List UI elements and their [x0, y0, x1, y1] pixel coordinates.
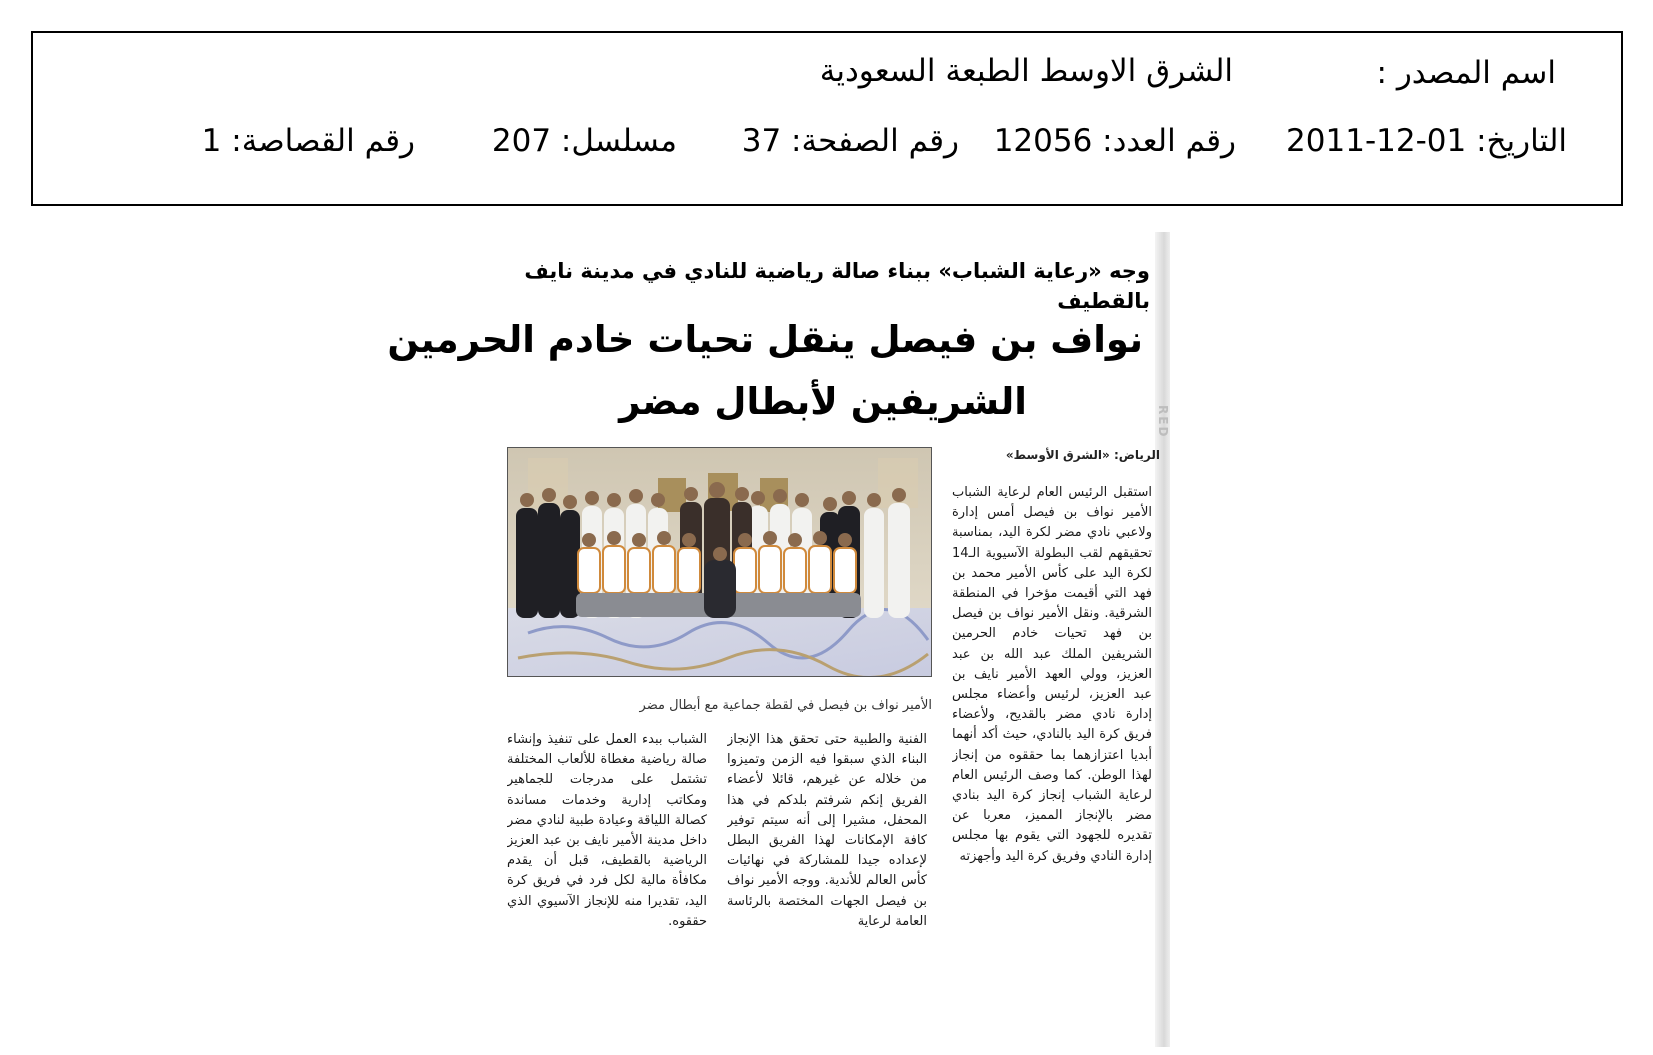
- article-kicker: وجه «رعاية الشباب» ببناء صالة رياضية للنادي في مدينة نايف بالقطيف: [524, 259, 1150, 313]
- page-number-field: رقم الصفحة: 37: [741, 123, 959, 159]
- article-dateline: الرياض: «الشرق الأوسط»: [1005, 448, 1160, 462]
- newspaper-clipping: [387, 232, 1170, 1047]
- headline-line-2: الشريفين لأبطال مضر: [619, 380, 1027, 423]
- page-edge-strip: [1155, 232, 1170, 1047]
- group-photo: [507, 447, 932, 677]
- article-column-left: الشباب ببدء العمل على تنفيذ وإنشاء صالة رياضية مغطاة للألعاب المختلفة تشتمل على مدرجات للجماهير ومكاتب إدارية وخدمات مساندة كصالة اللياقة وعيادة طبية لنادي مضر داخل مدينة الأمير نايف بن عبد العزيز الرياضية بالقطيف، قبل أن يقدم مكافأة مالية لكل فرد في فريق كرة اليد، تقديرا منه للإنجاز الآسيوي الذي حققوه.: [507, 732, 707, 929]
- edge-watermark: RED: [1156, 405, 1170, 439]
- headline-line-1: نواف بن فيصل ينقل تحيات خادم الحرمين: [387, 318, 1143, 361]
- source-info-box: [31, 31, 1623, 206]
- source-name: الشرق الاوسط الطبعة السعودية: [819, 53, 1233, 89]
- clipping-number-field: رقم القصاصة: 1: [201, 123, 415, 159]
- photo-caption: الأمير نواف بن فيصل في لقطة جماعية مع أبطال مضر: [639, 698, 932, 713]
- source-label: اسم المصدر :: [1376, 55, 1556, 91]
- article-column-right: استقبل الرئيس العام لرعاية الشباب الأمير نواف بن فيصل أمس إدارة ولاعبي نادي مضر لكرة اليد، بمناسبة تحقيقهم لقب البطولة الآسيوية الـ14 لكرة اليد على كأس الأمير محمد بن فهد التي أقيمت مؤخرا في المنطقة الشرقية. ونقل الأمير نواف بن فيصل بن فهد تحيات خادم الحرمين الشريفين الملك عبد الله بن عبد العزيز، وولي العهد الأمير نايف بن عبد العزيز، لرئيس وأعضاء مجلس إدارة نادي مضر بالقديح، ولأعضاء فريق كرة اليد بالنادي، حيث أكد أنهما أبديا اعتزازهما بما حققوه من إنجاز لهذا الوطن. كما وصف الرئيس العام لرعاية الشباب إنجاز كرة اليد بنادي مضر بالإنجاز المميز، معربا عن تقديره للجهود التي يقوم بها مجلس إدارة النادي وفريق كرة اليد وأجهزته: [952, 485, 1152, 864]
- issue-number-field: رقم العدد: 12056: [993, 123, 1236, 159]
- serial-field: مسلسل: 207: [491, 123, 677, 159]
- date-field: التاريخ: 01-12-2011: [1286, 123, 1567, 159]
- article-column-middle: الفنية والطبية حتى تحقق هذا الإنجاز البناء الذي سبقوا فيه الزمن وتميزوا من خلاله عن غيرهم، قائلا لأعضاء الفريق إنكم شرفتم بلدكم في هذا المحفل، مشيرا إلى أنه سيتم توفير كافة الإمكانات لهذا الفريق البطل لإعداده جيدا للمشاركة في نهائيات كأس العالم للأندية. ووجه الأمير نواف بن فيصل الجهات المختصة بالرئاسة العامة لرعاية: [727, 732, 927, 929]
